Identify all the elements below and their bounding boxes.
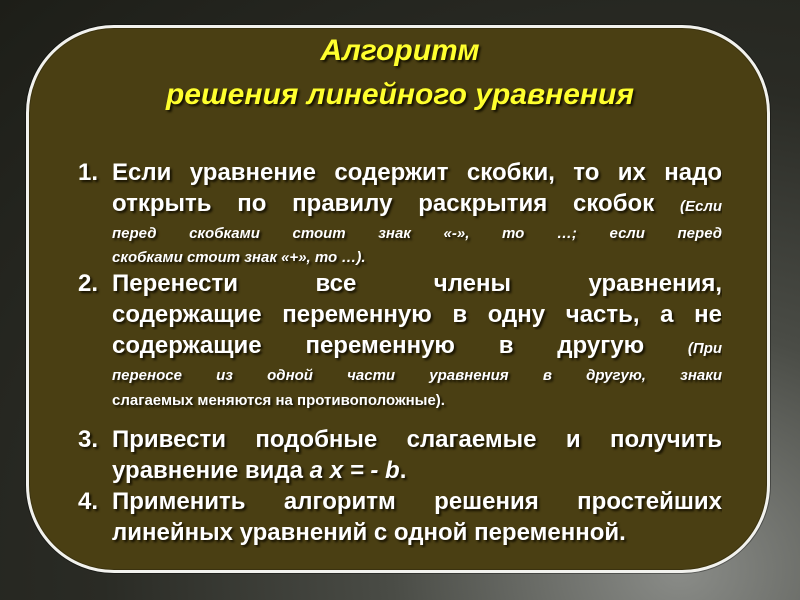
slide-title-line-2: решения линейного уравнения (165, 78, 635, 111)
item-text-line (112, 188, 722, 222)
item-text-line: Перенести все члены уравнения, (112, 270, 722, 297)
item-note-inline: (При (687, 340, 722, 357)
list-item-body (112, 486, 722, 548)
item-text-line: содержащие переменную в одну часть, а не (112, 301, 722, 328)
list-item-body (112, 424, 722, 486)
equation-formula: a x = - b (309, 457, 400, 484)
list-item-number: 3. (78, 426, 99, 453)
item-note-inline: (Если (679, 198, 722, 215)
item-text-fragment: . (399, 457, 407, 484)
list-item-body (112, 157, 722, 270)
item-note-line: переносе из одной части уравнения в другую, знаки (112, 367, 722, 384)
list-item-body (112, 268, 722, 414)
list-item-number: 1. (78, 159, 99, 186)
slide-title-line-1: Алгоритм (320, 34, 480, 67)
item-text-line: Привести подобные слагаемые и получить (112, 426, 722, 453)
item-note-line: перед скобками стоит знак «-», то …; если перед (112, 225, 722, 242)
item-text-line: Если уравнение содержит скобки, то их надо (112, 159, 722, 186)
item-text-line (112, 455, 722, 486)
item-text-fragment: открыть по правилу раскрытия скобок (112, 190, 655, 217)
item-text-fragment: уравнение вида (112, 457, 310, 484)
item-text-fragment: содержащие переменную в другую (112, 332, 645, 359)
list-item-number: 2. (78, 270, 99, 297)
item-text-line: линейных уравнений с одной переменной. (112, 519, 626, 546)
item-note-line: слагаемых меняются на противоположные). (112, 392, 445, 409)
item-note-line: скобками стоит знак «+», то …). (112, 249, 366, 266)
item-text-line: Применить алгоритм решения простейших (112, 488, 722, 515)
list-item-number: 4. (78, 488, 99, 515)
item-text-line (112, 330, 722, 364)
